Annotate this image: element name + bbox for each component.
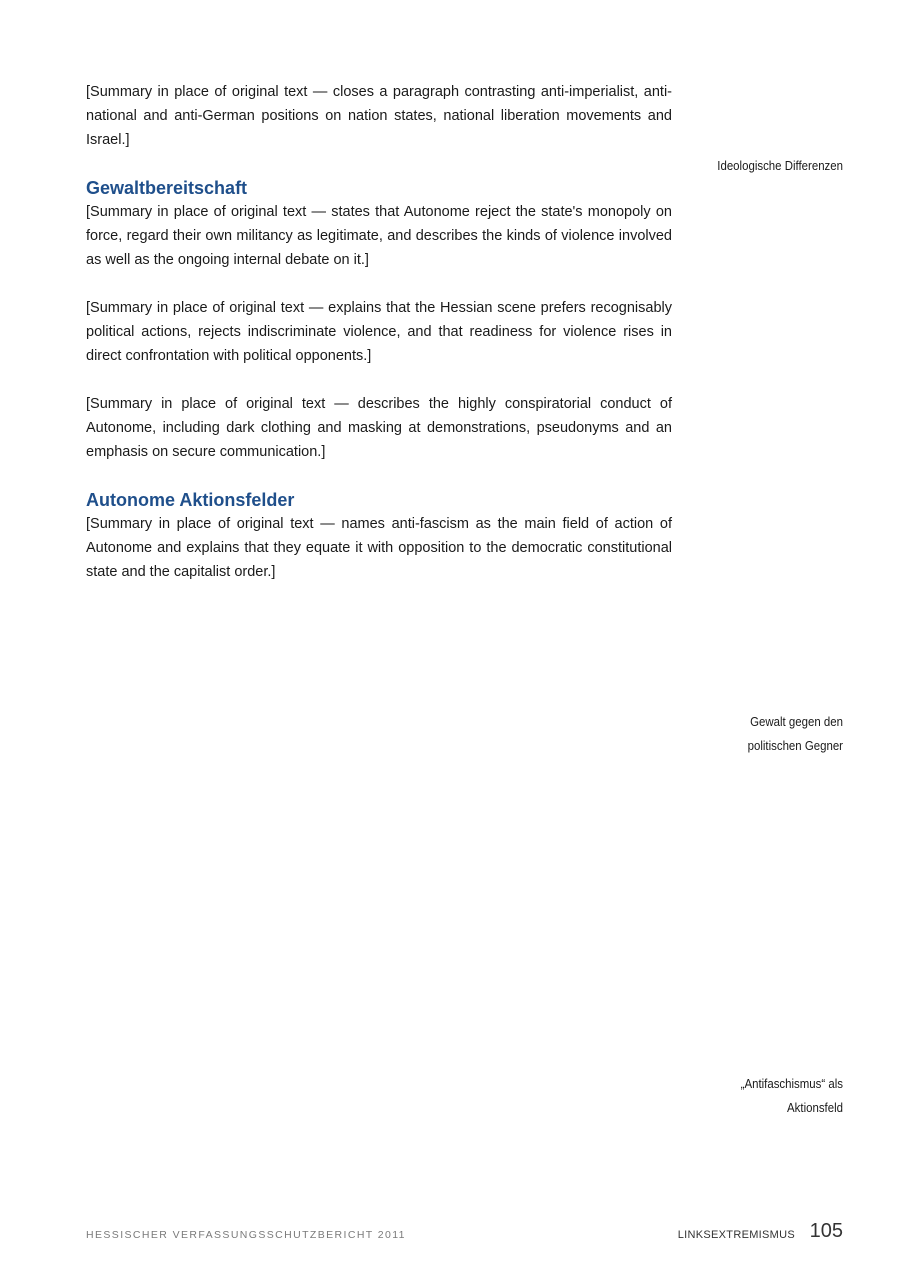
paragraph-violence-political-opponents: [Summary in place of original text — explains that the Hessian scene prefers recognisably political actions, rejects indiscriminate violence, and that readiness for violence rises in direct confrontation with political opponents.]: [86, 300, 672, 364]
margin-note-ideological-differences: [717, 154, 843, 178]
paragraph-antifascism: [Summary in place of original text — names anti-fascism as the main field of action of Autonome and explains that they equate it with opposition to the democratic constitutional state and the capitalist order.]: [86, 516, 672, 580]
paragraph-violence: [Summary in place of original text — states that Autonome reject the state's monopoly on force, regard their own militancy as legitimate, and describes the kinds of violence involved as well as the ongoing internal debate on it.]: [86, 204, 672, 268]
footer-section-label: LINKSEXTREMISMUS: [677, 1229, 795, 1241]
paragraph-conspiratorial: [Summary in place of original text — describes the highly conspiratorial conduct of Autonome, including dark clothing and masking at demonstrations, pseudonyms and an emphasis on secure communication.]: [86, 396, 672, 460]
paragraph-ideological-differences: [Summary in place of original text — closes a paragraph contrasting anti-imperialist, anti-national and anti-German positions on nation states, national liberation movements and Israel.]: [86, 84, 672, 148]
main-text-column: [86, 80, 672, 608]
heading-gewaltbereitschaft: Gewaltbereitschaft: [86, 178, 248, 198]
margin-note-line: Gewalt gegen den: [750, 714, 843, 729]
margin-note-antifascism-field: [717, 1072, 843, 1120]
margin-note-line: Ideologische Differenzen: [717, 158, 843, 173]
margin-note-line: politischen Gegner: [747, 738, 843, 753]
margin-note-violence-against-opponents: [717, 710, 843, 758]
heading-autonome-aktionsfelder: Autonome Aktionsfelder: [86, 490, 295, 510]
margin-note-line: Aktionsfeld: [787, 1100, 843, 1115]
margin-note-line: „Antifaschismus“ als: [740, 1076, 843, 1091]
footer-publication-title: HESSISCHER VERFASSUNGSSCHUTZBERICHT 2011: [86, 1229, 406, 1241]
page-number: 105: [809, 1220, 843, 1242]
